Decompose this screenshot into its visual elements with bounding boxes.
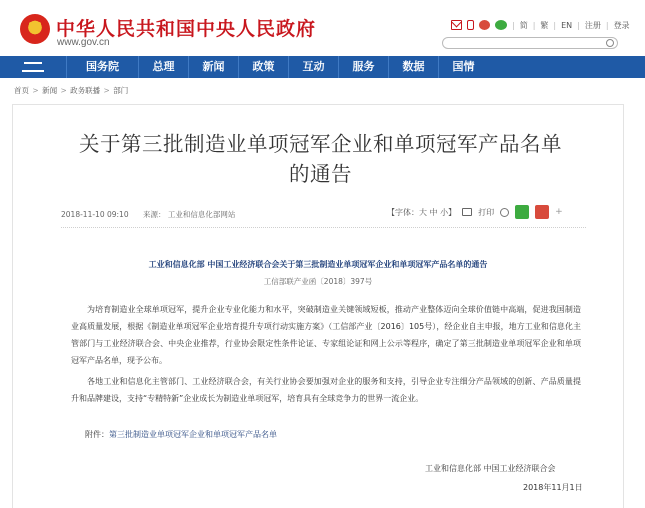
meta-divider [61,227,586,228]
toolbar-separator: | [605,20,609,30]
toolbar-separator: | [577,20,580,30]
article-title [53,129,588,189]
toolbar-separator: | [532,20,536,30]
nav-item-services[interactable]: 服务 [338,56,388,78]
article-paragraph-2: 各地工业和信息化主管部门、工业经济联合会，有关行业协会要加强对企业的服务和支持，引导企业专注细分产品领域的创新、产品质量提升和品牌建设，支持“专精特新”企业成长为制造业单项冠军，培育具有全球竞争力的世界一流企业。 [71,377,581,403]
attachment-line [85,429,277,440]
breadcrumb-separator: > [60,86,67,95]
signature-date: 2018年11月1日 [523,483,583,492]
attachment-label: 附件： [85,430,109,439]
simplified-chinese-link[interactable]: 简 [519,20,528,30]
toolbar-separator: | [512,20,515,30]
nav-item-policy[interactable]: 政策 [238,56,288,78]
print-icon[interactable] [462,208,472,216]
site-header [0,0,645,56]
breadcrumb-government-affairs[interactable]: 政务联播 [70,86,101,95]
breadcrumb-separator: > [103,86,110,95]
english-link[interactable]: EN [561,20,573,30]
nav-item-state-council[interactable]: 国务院 [66,56,138,78]
nav-item-interaction[interactable]: 互动 [288,56,338,78]
traditional-chinese-link[interactable]: 繁 [540,20,549,30]
main-nav [0,56,645,78]
nav-home[interactable] [0,56,66,78]
document-number: 工信部联产业函〔2018〕397号 [263,277,373,286]
share-wechat-icon[interactable] [515,205,529,219]
breadcrumb-news[interactable]: 新闻 [42,86,58,95]
publish-date: 2018-11-10 09:10 [61,210,129,219]
mail-icon[interactable] [451,20,462,30]
nav-item-news[interactable]: 新闻 [188,56,238,78]
header-toolbar [451,18,630,32]
share-more-icon[interactable]: + [555,207,563,217]
breadcrumb-separator: > [32,86,39,95]
weibo-icon[interactable] [479,20,490,30]
tiananmen-home-icon [22,62,44,72]
mobile-icon[interactable] [467,20,474,30]
site-title[interactable]: 中华人民共和国中央人民政府 [56,18,317,40]
article-title-line1: 关于第三批制造业单项冠军企业和单项冠军产品名单 [79,132,562,156]
breadcrumb [14,85,128,96]
article-title-line2: 的通告 [289,162,352,186]
toolbar-separator: | [553,20,557,30]
nav-item-premier[interactable]: 总理 [138,56,188,78]
national-emblem-icon[interactable] [20,14,50,44]
site-url: www.gov.cn [57,37,110,48]
share-icon[interactable] [500,208,509,217]
signature: 工业和信息化部 中国工业经济联合会 [425,464,556,473]
nav-item-data[interactable]: 数据 [388,56,438,78]
article-meta [61,209,247,220]
print-link[interactable]: 打印 [478,207,495,217]
article-tools [387,205,563,219]
search-input[interactable] [442,37,618,49]
attachment-link[interactable]: 第三批制造业单项冠军企业和单项冠军产品名单 [109,430,277,439]
share-weibo-icon[interactable] [535,205,549,219]
wechat-icon[interactable] [495,20,507,30]
register-link[interactable]: 注册 [584,20,601,30]
login-link[interactable]: 登录 [613,20,630,30]
nav-item-national-info[interactable]: 国情 [438,56,488,78]
font-size-switcher[interactable]: 【字体：大 中 小】 [387,207,457,217]
article-paragraph-1: 为培育制造业全球单项冠军，提升企业专业化能力和水平，突破制造业关键领域短板，推动产业整体迈向全球价值链中高端，促进我国制造业高质量发展，根据《制造业单项冠军企业培育提升专项行动实施方案》（工信部产业〔2016〕105号），经企业自主申报，地方工业和信息化主管部门与工业经济联合会、中央企业推荐，行业协会限定性条件论证、专家组论证和网上公示等程序，确定了第三批制造业单项冠军企业和单项冠军产品名单，现予公布。 [71,305,581,365]
article-source: 来源： 工业和信息化部网站 [142,210,236,219]
breadcrumb-home[interactable]: 首页 [14,86,29,95]
document-heading: 工业和信息化部 中国工业经济联合会关于第三批制造业单项冠军企业和单项冠军产品名单的通告 [148,260,488,269]
breadcrumb-departments[interactable]: 部门 [113,86,129,95]
article-card [12,104,624,508]
search-icon[interactable] [606,39,614,47]
